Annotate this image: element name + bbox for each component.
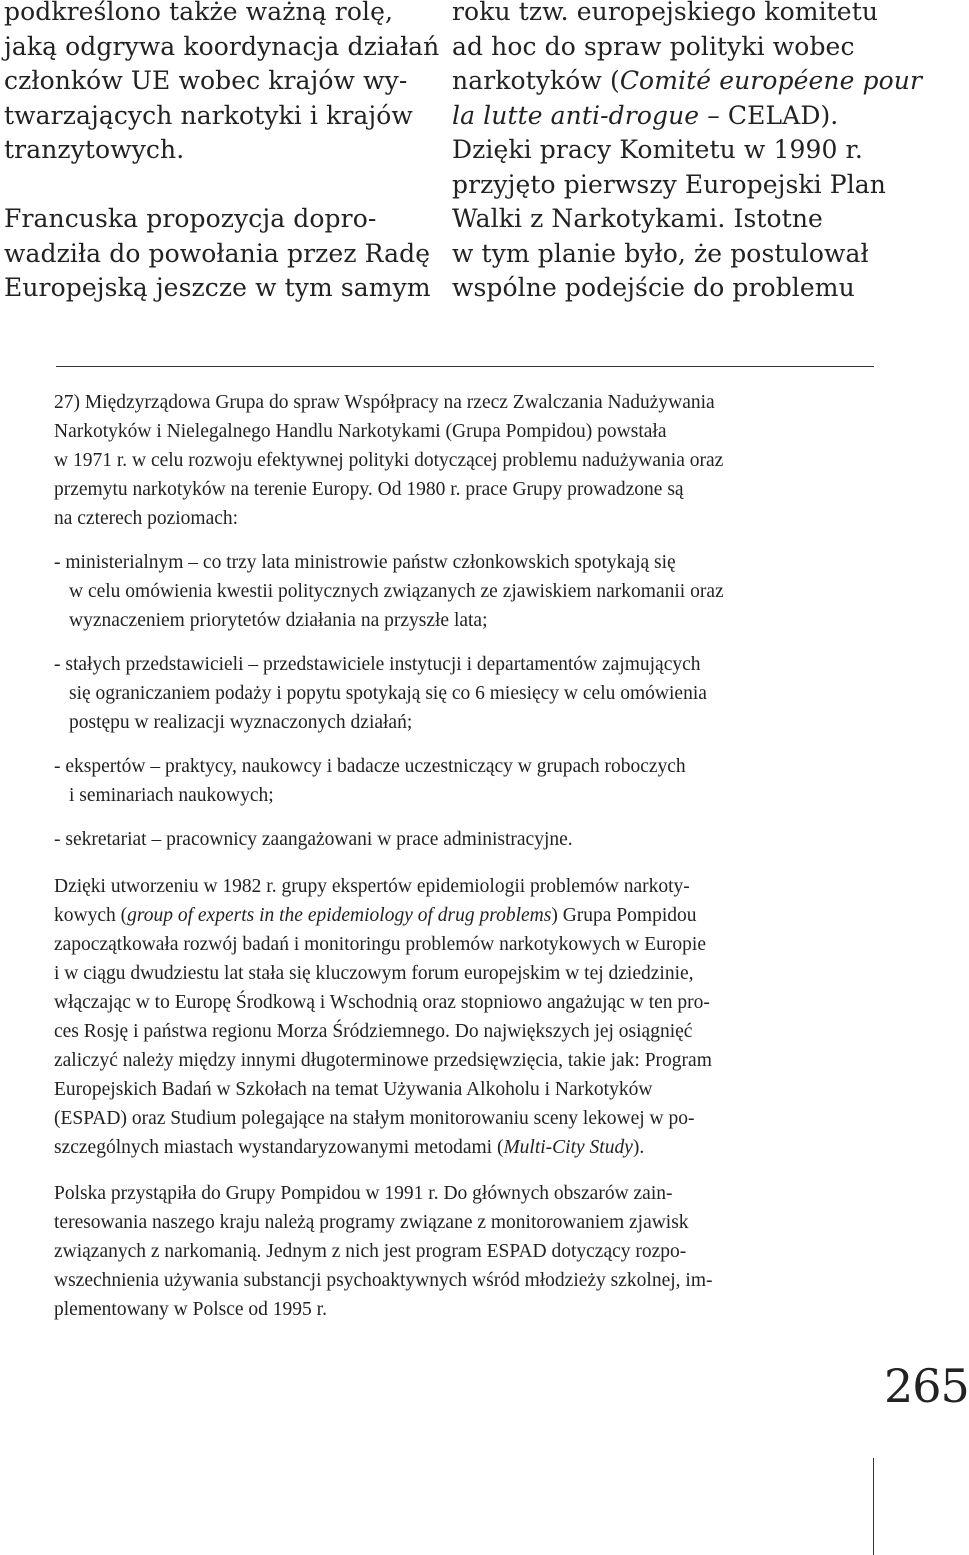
italic-text: la lutte anti-drogue: [452, 100, 700, 130]
text-line: wspólne podejście do problemu: [452, 273, 855, 302]
text-line: [452, 64, 922, 99]
list-item-line: postępu w realizacji wyznaczonych działań;: [69, 712, 413, 733]
text-line: członków UE wobec krajów wy-: [4, 66, 408, 95]
footnote-line: przemytu narkotyków na terenie Europy. Od 1980 r. prace Grupy prowadzone są: [54, 479, 684, 500]
paragraph-gap: [4, 168, 439, 203]
footnote-paragraph: [54, 1179, 713, 1324]
left-column-text: [4, 0, 439, 306]
footnote-line: teresowania naszego kraju należą programy związane z monitorowaniem zjawisk: [54, 1212, 689, 1233]
text-line: Europejską jeszcze w tym samym: [4, 273, 431, 302]
text-line: Walki z Narkotykami. Istotne: [452, 204, 823, 233]
text-run: ).: [632, 1137, 645, 1158]
text-run: kowych (: [54, 905, 128, 926]
text-line: Dzięki pracy Komitetu w 1990 r.: [452, 135, 863, 164]
text-line: jaką odgrywa koordynacja działań: [4, 31, 440, 61]
footnote-line: włączając w to Europę Środkową i Wschodnią oraz stopniowo angażując w ten pro-: [54, 992, 710, 1013]
text-line: roku tzw. europejskiego komitetu: [452, 0, 879, 26]
list-item: [54, 825, 724, 854]
list-item-first-line: - ekspertów – praktycy, naukowcy i badacze uczestniczący w grupach roboczych: [54, 756, 686, 777]
footnote-line: związanych z narkomanią. Jednym z nich jest program ESPAD dotyczący rozpo-: [54, 1241, 687, 1262]
page-number: 265: [884, 1359, 969, 1413]
italic-text: Multi-City Study: [503, 1137, 633, 1158]
right-column-text: [452, 0, 922, 306]
text-line: wadziła do powołania przez Radę: [4, 238, 431, 268]
text-line: ad hoc do spraw polityki wobec: [452, 31, 855, 61]
footnote-text: [54, 388, 723, 533]
list-item-line: się ograniczaniem podaży i popytu spotykają się co 6 miesięcy w celu omówienia: [69, 683, 707, 704]
footnote-line: w 1971 r. w celu rozwoju efektywnej polityki dotyczącej problemu nadużywania oraz: [54, 450, 724, 471]
text-line: tranzytowych.: [4, 135, 185, 164]
list-item: [54, 752, 724, 810]
list-item-first-line: - sekretariat – pracownicy zaangażowani w prace administracyjne.: [54, 829, 573, 850]
text-line: w tym planie było, że postulował: [452, 238, 869, 268]
footnote-line: plementowany w Polsce od 1995 r.: [54, 1299, 327, 1320]
list-item-first-line: - stałych przedstawicieli – przedstawiciele instytucji i departamentów zajmujących: [54, 654, 701, 675]
list-item-first-line: - ministerialnym – co trzy lata ministrowie państw członkowskich spotykają się: [54, 552, 676, 573]
italic-text: Comité européene pour: [619, 66, 923, 95]
text-run: ) Grupa Pompidou: [551, 905, 697, 926]
text-run: – CELAD).: [699, 100, 839, 130]
footnote-list: [54, 548, 724, 869]
footnote-line: [54, 901, 712, 930]
footnote-line: Dzięki utworzeniu w 1982 r. grupy ekspertów epidemiologii problemów narkoty-: [54, 876, 690, 897]
footnote-line: Narkotyków i Nielegalnego Handlu Narkotykami (Grupa Pompidou) powstała: [54, 421, 667, 442]
text-line: podkreślono także ważną rolę,: [4, 0, 394, 26]
page-number-rule: [873, 1458, 874, 1555]
footnote-line: [54, 1133, 712, 1162]
footnote-line: zapoczątkowała rozwój badań i monitoringu problemów narkotykowych w Europie: [54, 934, 706, 955]
footnote-line: i w ciągu dwudziestu lat stała się kluczowym forum europejskim w tej dziedzinie,: [54, 963, 694, 984]
list-item-line: w celu omówienia kwestii politycznych związanych ze zjawiskiem narkomanii oraz: [69, 581, 724, 602]
list-item-line: i seminariach naukowych;: [69, 785, 274, 806]
footnote-line: (ESPAD) oraz Studium polegające na stałym monitorowaniu sceny lekowej w po-: [54, 1108, 695, 1129]
list-item: [54, 548, 724, 635]
list-item: [54, 650, 724, 737]
text-line: [452, 99, 922, 134]
footnote-line: na czterech poziomach:: [54, 508, 239, 529]
text-run: szczególnych miastach wystandaryzowanymi metodami (: [54, 1137, 504, 1158]
footnote-line: Europejskich Badań w Szkołach na temat Używania Alkoholu i Narkotyków: [54, 1079, 653, 1100]
footnote-paragraph: [54, 872, 712, 1162]
text-run: narkotyków (: [452, 66, 620, 95]
footnote-line: 27) Międzyrządowa Grupa do spraw Współpracy na rzecz Zwalczania Nadużywania: [54, 392, 715, 413]
list-item-line: wyznaczeniem priorytetów działania na przyszłe lata;: [69, 610, 488, 631]
footnote-line: ces Rosję i państwa regionu Morza Śródziemnego. Do największych jej osiągnięć: [54, 1021, 693, 1042]
footnote-line: zaliczyć należy między innymi długoterminowe przedsięwzięcia, takie jak: Program: [54, 1050, 712, 1071]
italic-text: group of experts in the epidemiology of drug problems: [127, 905, 552, 926]
footnote-line: Polska przystąpiła do Grupy Pompidou w 1991 r. Do głównych obszarów zain-: [54, 1183, 673, 1204]
text-line: przyjęto pierwszy Europejski Plan: [452, 169, 887, 199]
text-line: twarzających narkotyki i krajów: [4, 100, 413, 130]
footnote-line: wszechnienia używania substancji psychoaktywnych wśród młodzieży szkolnej, im-: [54, 1270, 713, 1291]
text-line: Francuska propozycja dopro-: [4, 204, 377, 233]
footnote-separator: [56, 366, 874, 367]
